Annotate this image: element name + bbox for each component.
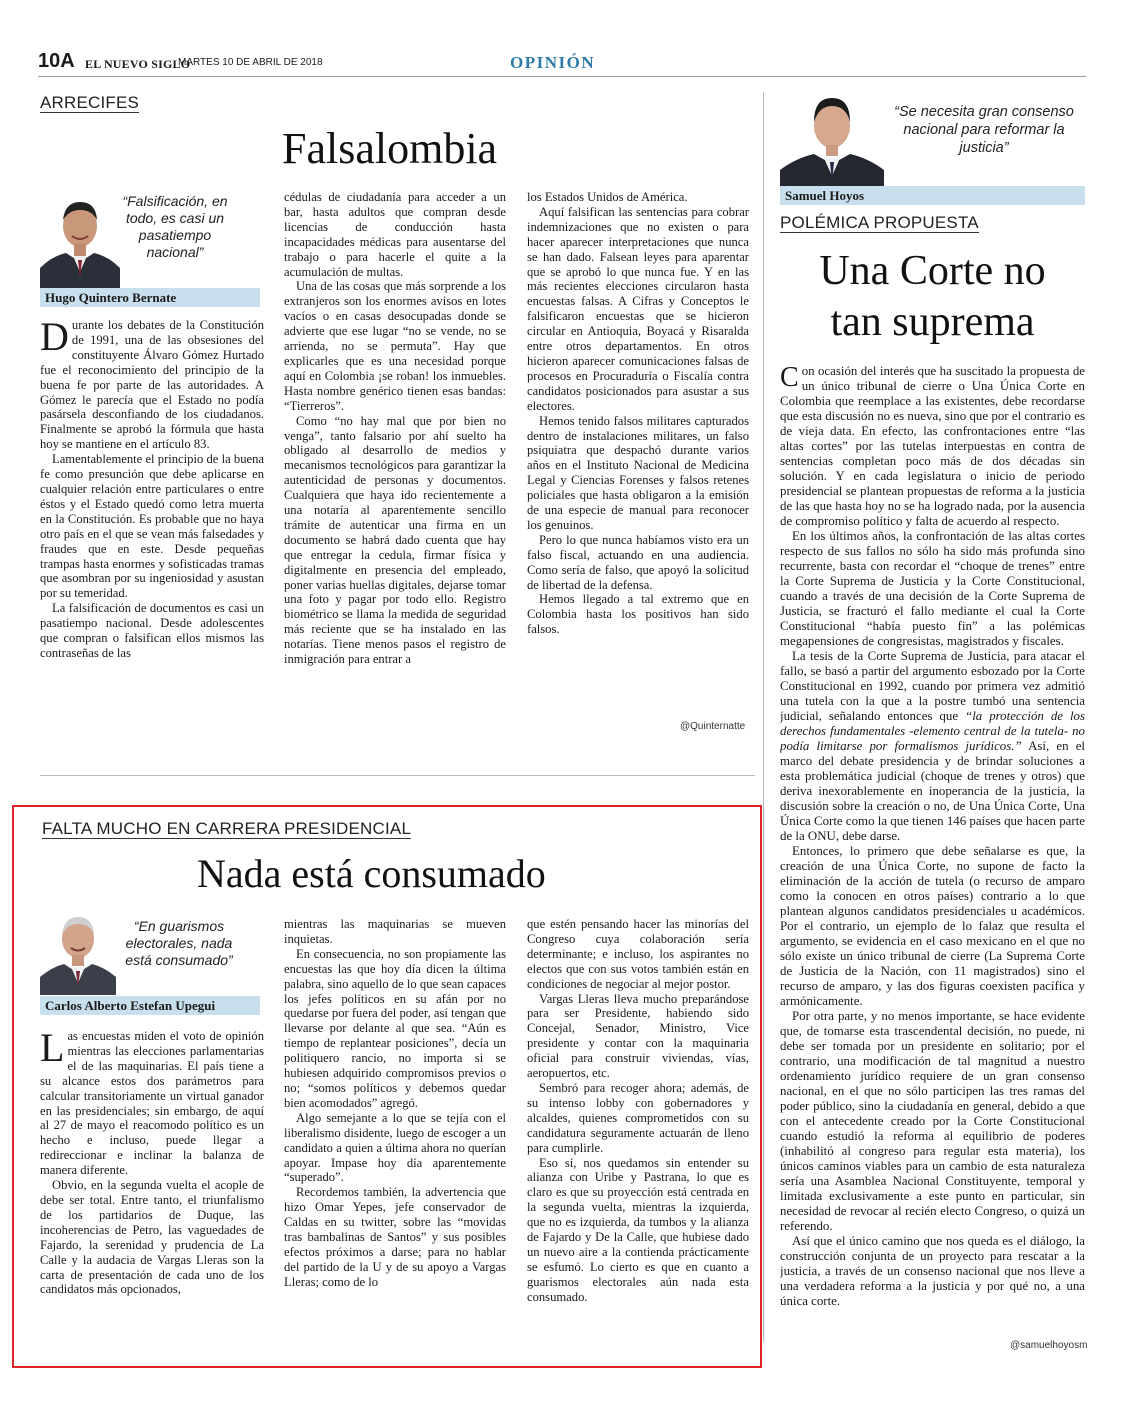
author-handle: @samuelhoyosm <box>1010 1340 1088 1351</box>
author-photo <box>40 190 120 288</box>
article-headline-line-2: tan suprema <box>830 299 1035 345</box>
article-column-2: mientras las maquinarias se mueven inquietas. En consecuencia, no son propiamente las encuestas las que hoy día dicen la última palabra, sino aquello de lo que sean capaces los jefes políticos en su afán por no quedarse por fuera del poder, así tengan que llevarse por delante al que sea. “Aún es tiempo de replantear posiciones”, decía un politiquero rancio, no importa si se hubiesen adquirido compromisos previos o no; “somos políticos y debemos quedar bien acomodados” agregó. Algo semejante a lo que se tejía con el liberalismo disidente, luego de escoger a un candidato a quien a última ahora no querían apoyar. Impase hoy día aparentemente “superado”. Recordemos también, la advertencia que hizo Omar Yepes, jefe conservador de Caldas en su twitter, sobre las “movidas tras bambalinas de Santos” y sus posibles efectos próximos a darse; para no hablar del partido de la U y de su apoyo a Vargas Lleras; como de lo <box>284 917 506 1289</box>
article-column-1: Durante los debates de la Constitución de 1991, una de las obsesiones del constituyente Álvaro Gómez Hurtado fue el reconocimiento del principio de la buena fe por parte de las autoridades. A Gómez le parecía que el Estado no podía pasársela desconfiando de los ciudadanos. Finalmente se aprobó la fórmula que hasta hoy se mantiene en el artículo 83. Lamentablemente el principio de la buena fe como presunción que debe aplicarse en cualquier relación entre particulares o entre éstos y el Estado quedó como letra muerta en la Constitución. Es probable que no haya otro país en el que se vean más falsedades y fraudes que en este. Desde pequeñas trampas hasta enormes y sofisticadas tramas que asombran por su ingeniosidad y asustan por su temeridad. La falsificación de documentos es casi un pasatiempo nacional. Desde adolescentes que compran o falsifican ellos mismos las contraseñas de las <box>40 318 264 660</box>
article-kicker: FALTA MUCHO EN CARRERA PRESIDENCIAL <box>42 819 412 838</box>
drop-cap: L <box>40 1029 65 1070</box>
article-kicker: POLÉMICA PROPUESTA <box>780 213 979 232</box>
author-name: Samuel Hoyos <box>780 186 1085 205</box>
article-headline: Nada está consumado <box>197 851 546 896</box>
article-headline: Falsalombia <box>282 124 498 173</box>
author-name: Carlos Alberto Estefan Upegui <box>40 996 260 1015</box>
issue-date: MARTES 10 DE ABRIL DE 2018 <box>178 57 323 68</box>
article-column: Con ocasión del interés que ha suscitado la propuesta de un único tribunal de cierre o Una Única Corte en Colombia que reemplace a las existentes, debe recordarse que esta discusión no es nueva, sino que por el contrario es de vieja data. En efecto, las confrontaciones entre “las altas cortes” por las tutelas interpuestas en contra de sentencias completan poco más de dos décadas sin solución. Y en cada legislatura o inicio de periodo presidencial se plantean propuestas de reforma a la justicia de las que hasta hoy no se ha logrado nada, por la ausencia de compromiso político y falta de acuerdo al respecto. En los últimos años, la confrontación de las altas cortes respecto de sus fallos no sólo ha sido más profunda sino recurrente, basta con recordar el “choque de trenes” entre la Corte Suprema de Justicia y la Corte Constitucional, cuando a través de una decisión de la Corte Suprema de Justicia, se fracturó el fallo mediante el cual la Corte Constitucional “había puesto fin” a las polémicas megapensiones de congresistas, magistrados y fiscales. La tesis de la Corte Suprema de Justicia, para atacar el fallo, se basó a partir del argumento esbozado por la Corte Constitucional en 1992, cuando por primera vez admitió una tutela con la que a la postre tumbó una sentencia judicial, señalando entonces que “la protección de los derechos fundamentales -elemento central de la tutela- no podía limitarse por formalismos jurídicos.” Así, en el marco del debate presidencia y de brindar soluciones a esta problemática judicial (choque de trenes y otros) que deriva inexorablemente en inoperancia de la justicia, la discusión sobre la creación o no, de Una Única Corte, Una Única Corte como la que tienen 146 países que hacen parte de la ONU, debe darse. Entonces, lo primero que debe señalarse es que, la creación de una Única Corte, no supone de facto la eliminación de la acción de tutela (o recurso de amparo como la conocen en otros países) contrario a lo que plantean algunos candidatos presidenciales u académicos. Por el contrario, un ejemplo de lo falaz que resulta el argumento, se evidencia en el caso mexicano en el que no sólo existe un único tribunal de cierre (La Suprema Corte de Justicia de la Nación, con 11 magistrados) sino el recurso de amparo, y las dos figuras coexisten pacífica y armónicamente. Por otra parte, y no menos importante, se hace evidente que, de tomarse esta trascendental decisión, no puede, ni debe ser tomada por un presidente en solitario; por el contrario, una modificación de tal magnitud a nuestro ordenamiento jurídico requiere de un gran consenso nacional, en el que no sólo participen las tres ramas del poder público, sino la ciudadanía en general, debido a que con el antecedente creado por la Corte Constitucional cuando estudió la reforma al equilibrio de poderes (inhabilitó al congreso para regular esta materia), los únicos caminos viables para un cambio de esta naturaleza sería una Asamblea Nacional Constituyente, temporal y limitada exclusivamente a este punto en particular, sin necesidad de revocar al recién electo Congreso, o quizá un referendo. Así que el único camino que nos queda es el diálogo, la construcción conjunta de un proyecto para rescatar a la justicia, a través de un consenso nacional que nos lleve a una verdadera reforma a la justicia y por qué no, a una única corte. <box>780 364 1085 1308</box>
article-column-3: que estén pensando hacer las minorías del Congreso cuya colaboración sería determinante; e incluso, los aspirantes no electos que con sus votos también están en condiciones de negociar al mejor postor. Vargas Lleras lleva mucho preparándose para ser Presidente, habiendo sido Concejal, Senador, Ministro, Vice presidente y contar con la maquinaria oficial para construir viviendas, vías, aeropuertos, etc. Sembró para recoger ahora; además, de su intenso lobby con gobernadores y alcaldes, quienes comprometidos con su candidatura seguramente actuarán de lleno para cumplirle. Eso sí, nos quedamos sin entender su alianza con Uribe y Pastrana, lo que es claro es que su proyección está centrada en la segunda vuelta, mientras la izquierda, que no es izquierda, da tumbos y la alianza de Fajardo y De la Calle, que hubiese dado un nuevo aire a la contienda prácticamente se esfumó. Lo cierto es que en cuanto a guarismos electorales aún nada esta consumado. <box>527 917 749 1304</box>
article-column-1: Las encuestas miden el voto de opinión mientras las elecciones parlamentarias el de las maquinarias. El país tiene a su alcance estos dos parámetros para calcular transitoriamente un virtual ganador en las presidenciales; sin embargo, de aquí al 27 de mayo el reacomodo político es un hecho e incluso, puede llegar a redireccionar e inclinar la balanza de manera diferente. Obvio, en la segunda vuelta el acople de debe ser total. Entre tanto, el triunfalismo de los partidarios de Duque, las incoherencias de Petro, las vaguedades de Fajardo, la serenidad y prudencia de La Calle y la audacia de Vargas Lleras son la carta de presentación de cada uno de los candidatos más opcionados, <box>40 1029 264 1297</box>
publication-name: EL NUEVO SIGLO <box>85 57 191 71</box>
author-photo <box>40 907 116 995</box>
pull-quote: “Falsificación, en todo, es casi un pasatiempo nacional” <box>122 193 228 260</box>
column-divider <box>763 92 764 1342</box>
header-rule <box>38 76 1086 77</box>
article-divider <box>40 775 755 776</box>
pull-quote: “Se necesita gran consenso nacional para reformar la justicia” <box>894 104 1074 156</box>
drop-cap: C <box>780 364 799 393</box>
author-handle: @Quinternatte <box>680 721 746 732</box>
author-name: Hugo Quintero Bernate <box>40 288 260 307</box>
article-column-2: cédulas de ciudadanía para acceder a un bar, hasta adultos que compran desde licencias de conducción hasta incapacidades médicas para ausentarse del trabajo o para hacerle el quite a la acumulación de multas. Una de las cosas que más sorprende a los extranjeros son los enormes avisos en lotes vacíos o en casas desocupadas donde se advierte que ese lugar “no se vende, no se arrienda, no se permuta”. Hay que explicarles que es una necesidad porque aquí en Colombia ¡se roban! los inmuebles. Hasta nombre genérico tienen esas bandas: “Tierreros”. Como “no hay mal que por bien no venga”, tanto falsario por ahí suelto ha obligado al desarrollo de medios y mecanismos tecnológicos para garantizar la autenticidad de personas y documentos. Cualquiera que haya ido recientemente a una notaría al aparentemente sencillo trámite de autenticar una firma en un documento se habrá dado cuenta que hay que entregar la cedula, firmar física y digitalmente en presencia del empleado, poner varias huellas digitales, dejarse tomar una foto y pagar por todo ello. Registro biométrico se llama la medida de seguridad más reciente que se ha instalado en las notarías. Tiene menos pasos el registro de inmigración para entrar a <box>284 190 506 667</box>
pull-quote: “En guarismos electorales, nada está consumado” <box>125 918 233 968</box>
page-number: 10A <box>38 50 75 72</box>
section-title: OPINIÓN <box>510 53 596 72</box>
article-headline-line-1: Una Corte no <box>819 248 1046 294</box>
author-photo <box>780 88 884 186</box>
drop-cap: D <box>40 318 69 359</box>
article-kicker: ARRECIFES <box>40 93 140 112</box>
article-column-3: los Estados Unidos de América. Aquí falsifican las sentencias para cobrar indemnizaciones que no existen o para hacer aparecer interpretaciones que nunca se han dado. Falsean leyes para aparentar que se aprobó lo que nunca fue. Y en las más recientes elecciones circularon hasta encuestas falsas. A Cifras y Conceptos le falsificaron encuestas que se hicieron circular en Antioquia, Boyacá y Risaralda entre otros departamentos. En otros hicieron aparecer comunicaciones falsas de procesos en Procuraduría o Fiscalía contra candidatos posicionados para asustar a sus electores. Hemos tenido falsos militares capturados dentro de instalaciones militares, un falso psiquiatra que despachó durante varios años en el Instituto Nacional de Medicina Legal y Ciencias Forenses y falsos retenes policiales que hasta obligaron a la emisión de una especie de manual para reconocer los genuinos. Pero lo que nunca habíamos visto era un falso fiscal, actuando en una audiencia. Como sería de falso, que apoyó la solicitud de libertad de la defensa. Hemos llegado a tal extremo que en Colombia hasta los positivos han sido falsos. <box>527 190 749 637</box>
